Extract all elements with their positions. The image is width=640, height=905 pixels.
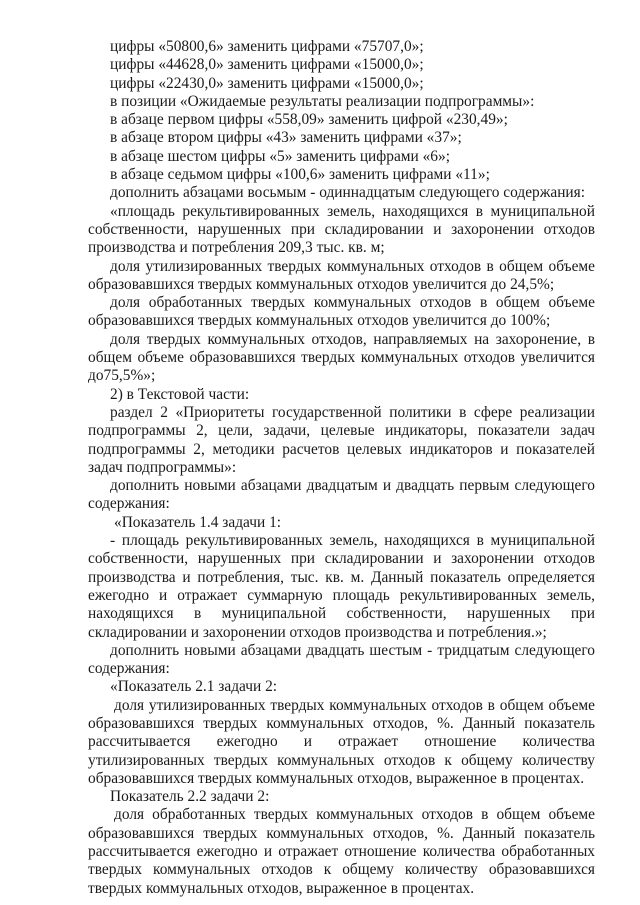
paragraph-22: Показатель 2.2 задачи 2: (110, 788, 270, 806)
paragraph-6: в абзаце втором цифры «43» заменить цифрами «37»; (110, 129, 462, 147)
paragraph-20: «Показатель 2.1 задачи 2: (110, 678, 278, 696)
paragraph-9: дополнить абзацами восьмым - одиннадцатым следующего содержания: (110, 184, 586, 202)
paragraph-8: в абзаце седьмом цифры «100,6» заменить цифрами «11»; (110, 166, 490, 184)
paragraph-19: дополнить новыми абзацами двадцать шестым - тридцатым следующего содержания: (88, 641, 595, 678)
paragraph-5: в абзаце первом цифры «558,09» заменить цифрой «230,49»; (110, 111, 508, 129)
document-page (88, 38, 595, 898)
paragraph-14: 2) в Текстовой части: (110, 385, 250, 403)
paragraph-7: в абзаце шестом цифры «5» заменить цифрами «6»; (110, 147, 450, 165)
paragraph-2: цифры «44628,0» заменить цифрами «15000,0»; (110, 56, 424, 74)
paragraph-15: раздел 2 «Приоритеты государственной политики в сфере реализации подпрограммы 2, цели, задачи, целевые индикаторы, показатели задач подпрограммы 2, методики расчетов целевых индикаторов и показателей задач подпрограммы»: (88, 403, 595, 476)
paragraph-17: «Показатель 1.4 задачи 1: (114, 513, 282, 531)
paragraph-4: в позиции «Ожидаемые результаты реализации подпрограммы»: (110, 92, 535, 110)
paragraph-10: «площадь рекультивированных земель, находящихся в муниципальной собственности, нарушенных при складировании и захоронении отходов производства и потребления 209,3 тыс. кв. м; (88, 202, 595, 257)
paragraph-12: доля обработанных твердых коммунальных отходов в общем объеме образовавшихся твердых коммунальных отходов увеличится до 100%; (88, 294, 595, 330)
paragraph-16: дополнить новыми абзацами двадцатым и двадцать первым следующего содержания: (88, 477, 595, 513)
paragraph-21: доля утилизированных твердых коммунальных отходов в общем объеме образовавшихся твердых коммунальных отходов, %. Данный показатель рассчитывается ежегодно и отражает отношение количества утилизированных твердых коммунальных отходов к общему количеству образовавшихся твердых коммунальных отходов, выраженное в процентах. (88, 696, 595, 787)
paragraph-13: доля твердых коммунальных отходов, направляемых на захоронение, в общем объеме образовавшихся твердых коммунальных отходов увеличится до75,5%»; (88, 330, 595, 385)
paragraph-3: цифры «22430,0» заменить цифрами «15000,0»; (110, 74, 424, 92)
paragraph-23: доля обработанных твердых коммунальных отходов в общем объеме образовавшихся твердых коммунальных отходов, %. Данный показатель рассчитывается ежегодно и отражает отношение количества обработанных твердых коммунальных отходов к общему количеству образовавшихся твердых коммунальных отходов, выраженное в процентах. (88, 806, 595, 897)
paragraph-1: цифры «50800,6» заменить цифрами «75707,0»; (110, 38, 424, 55)
paragraph-18: - площадь рекультивированных земель, находящихся в муниципальной собственности, нарушенных при складировании и захоронении отходов производства и потребления, тыс. кв. м. Данный показатель определяется ежегодно и отражает суммарную площадь рекультивированных земель, находящихся в муниципальной собственности, нарушенных при складировании и захоронении отходов производства и потребления.»; (88, 532, 595, 641)
paragraph-11: доля утилизированных твердых коммунальных отходов в общем объеме образовавшихся твердых коммунальных отходов увеличится до 24,5%; (88, 257, 595, 293)
